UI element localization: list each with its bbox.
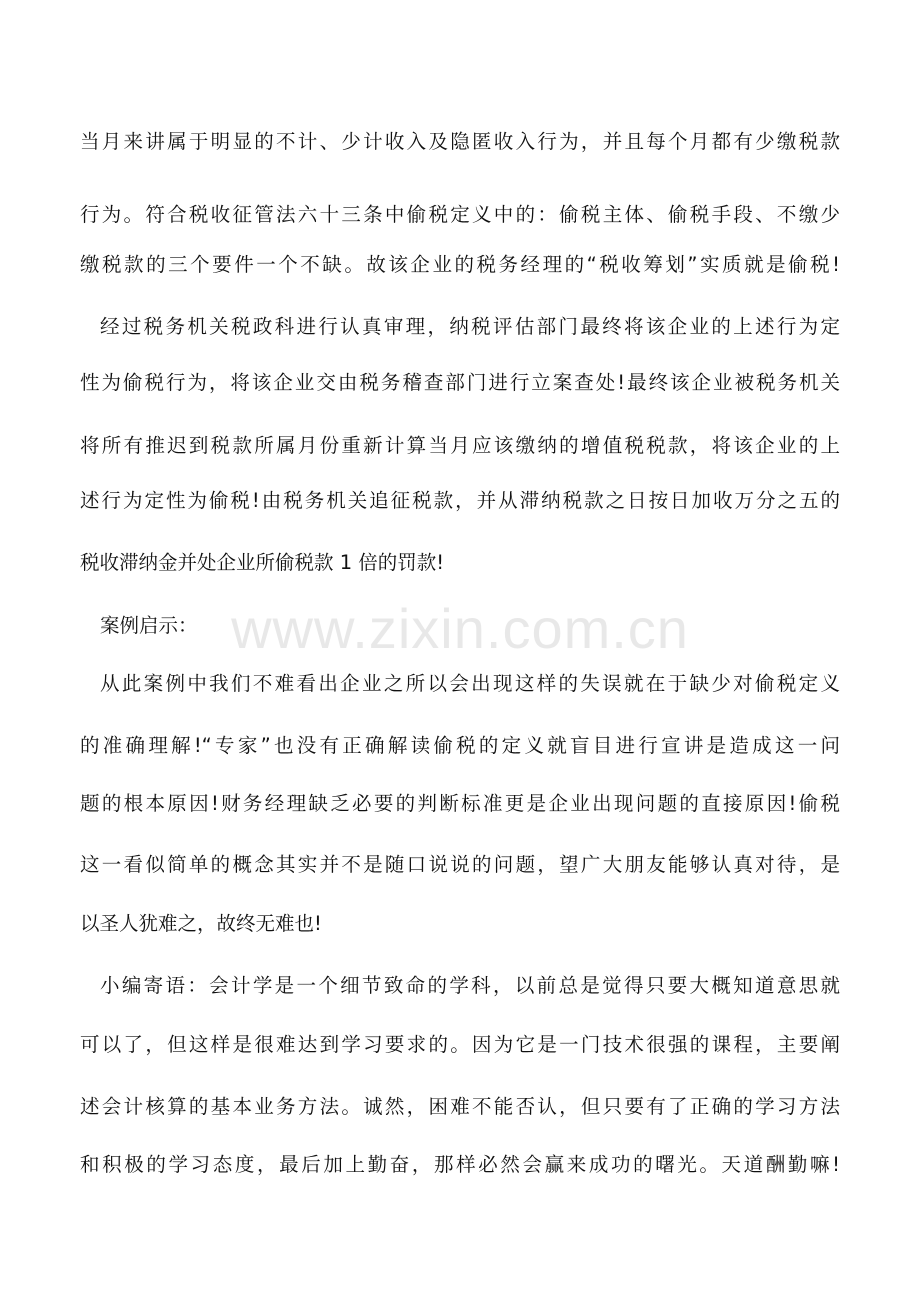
- paragraph-3-line-1: 从此案例中我们不难看出企业之所以会出现这样的失误就在于缺少对偷税定义: [100, 672, 840, 695]
- paragraph-1-line-2: 行为。符合税收征管法六十三条中偷税定义中的：偷税主体、偷税手段、不缴少: [80, 203, 840, 226]
- paragraph-3-line-2: 的准确理解!“专家”也没有正确解读偷税的定义就盲目进行宣讲是造成这一问: [80, 734, 840, 757]
- paragraph-1-line-1: 当月来讲属于明显的不计、少计收入及隐匿收入行为，并且每个月都有少缴税款: [80, 130, 840, 153]
- paragraph-3-line-3: 题的根本原因!财务经理缺乏必要的判断标准更是企业出现问题的直接原因!偷税: [80, 792, 840, 815]
- paragraph-1-line-3: 缴税款的三个要件一个不缺。故该企业的税务经理的“税收筹划”实质就是偷税!: [80, 253, 840, 276]
- paragraph-4-line-3: 述会计核算的基本业务方法。诚然，困难不能否认，但只要有了正确的学习方法: [80, 1095, 840, 1118]
- paragraph-2-line-4: 述行为定性为偷税!由税务机关追征税款，并从滞纳税款之日按日加收万分之五的: [80, 489, 840, 512]
- paragraph-4-line-2: 可以了，但这样是很难达到学习要求的。因为它是一门技术很强的课程，主要阐: [80, 1033, 840, 1056]
- paragraph-3-line-5: 以圣人犹难之，故终无难也!: [80, 912, 322, 935]
- paragraph-3-line-4: 这一看似简单的概念其实并不是随口说说的问题，望广大朋友能够认真对待，是: [80, 853, 840, 876]
- paragraph-4-line-1: 小编寄语：会计学是一个细节致命的学科，以前总是觉得只要大概知道意思就: [100, 974, 840, 997]
- case-insight-heading: 案例启示：: [100, 614, 198, 637]
- paragraph-2-line-2: 性为偷税行为，将该企业交由税务稽查部门进行立案查处!最终该企业被税务机关: [80, 371, 840, 394]
- paragraph-2-line-3: 将所有推迟到税款所属月份重新计算当月应该缴纳的增值税税款，将该企业的上: [80, 434, 840, 457]
- paragraph-2-line-5: 税收滞纳金并处企业所偷税款 1 倍的罚款!: [80, 551, 445, 574]
- watermark-text: www.zixin.com.cn: [231, 597, 689, 660]
- paragraph-4-line-4: 和积极的学习态度，最后加上勤奋，那样必然会赢来成功的曙光。天道酬勤嘛!: [80, 1153, 840, 1176]
- paragraph-2-line-1: 经过税务机关税政科进行认真审理，纳税评估部门最终将该企业的上述行为定: [100, 315, 840, 338]
